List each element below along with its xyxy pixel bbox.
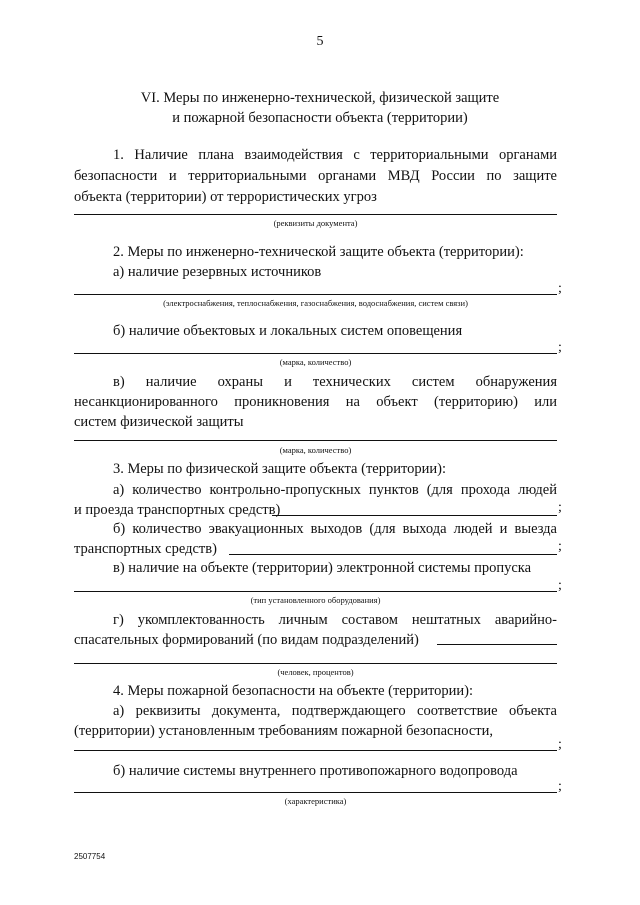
item1-fill-line [74,214,557,215]
section-title [80,88,560,128]
item3-a-fill-line [272,515,557,516]
item2-b-fill-line [74,353,557,354]
item3-g-fill-line-end [437,644,557,645]
item2-b-semicolon: ; [558,340,562,355]
item3-g-line2: спасательных формирований (по видам подразделений) [74,632,419,648]
item3-a-line1: а) количество контрольно-пропускных пунктов (для прохода людей [113,482,557,498]
item2-a-semicolon: ; [558,281,562,296]
document-number: 2507754 [74,852,106,861]
item2-v-line3: систем физической защиты [74,414,244,430]
item4-a-line1: а) реквизиты документа, подтверждающего соответствие объекта [113,703,557,719]
item3-g-fill-line [74,663,557,664]
item2-a-fill-line [74,294,557,295]
item3-heading: 3. Меры по физической защите объекта (территории): [113,461,446,477]
item3-a-line2: и проезда транспортных средств) [74,502,281,518]
item4-b-fill-line [74,792,557,793]
item2-b-label: б) наличие объектовых и локальных систем оповещения [113,323,463,339]
item1-line2: безопасности и территориальными органами МВД России по защите [74,168,557,184]
item2-b-caption: (марка, количество) [279,357,352,367]
item3-b-semicolon: ; [558,539,562,554]
item4-b-semicolon: ; [558,779,562,794]
item3-v-label: в) наличие на объекте (территории) электронной системы пропуска [113,560,532,576]
item2-v-line2: несанкционированного проникновения на объект (территорию) или [74,394,557,410]
item3-g-line1: г) укомплектованность личным составом нештатных аварийно- [113,612,557,628]
item3-b-line1: б) количество эвакуационных выходов (для выхода людей и выезда [113,521,557,537]
item2-v-caption: (марка, количество) [279,445,352,455]
item2-a-caption: (электроснабжения, теплоснабжения, газоснабжения, водоснабжения, систем связи) [163,298,468,308]
item4-a-line2: (территории) установленным требованиям пожарной безопасности, [74,723,494,739]
item2-v-fill-line [74,440,557,441]
item4-a-fill-line [74,750,557,751]
item4-a-semicolon: ; [558,737,562,752]
item3-b-fill-line [229,554,557,555]
item2-heading: 2. Меры по инженерно-технической защите объекта (территории): [113,244,524,260]
item3-g-caption: (человек, процентов) [277,667,354,677]
item1-line1: 1. Наличие плана взаимодействия с территориальными органами [113,147,557,163]
item4-heading: 4. Меры пожарной безопасности на объекте (территории): [113,683,474,699]
section-title-line2: и пожарной безопасности объекта (территории) [172,110,468,126]
item3-v-caption: (тип установленного оборудования) [250,595,381,605]
item2-v-line1: в) наличие охраны и технических систем обнаружения [113,374,557,390]
item4-b-label: б) наличие системы внутреннего противопожарного водопровода [113,763,518,779]
item3-v-fill-line [74,591,557,592]
item3-a-semicolon: ; [558,500,562,515]
item3-b-line2: транспортных средств) [74,541,217,557]
item1-line3: объекта (территории) от террористических угроз [74,189,377,205]
item4-b-caption: (характеристика) [284,796,347,806]
item2-a-label: а) наличие резервных источников [113,264,322,280]
item3-v-semicolon: ; [558,578,562,593]
section-title-line1: VI. Меры по инженерно-технической, физической защите [140,90,500,106]
page-number: 5 [316,34,324,49]
item1-caption: (реквизиты документа) [273,218,358,228]
